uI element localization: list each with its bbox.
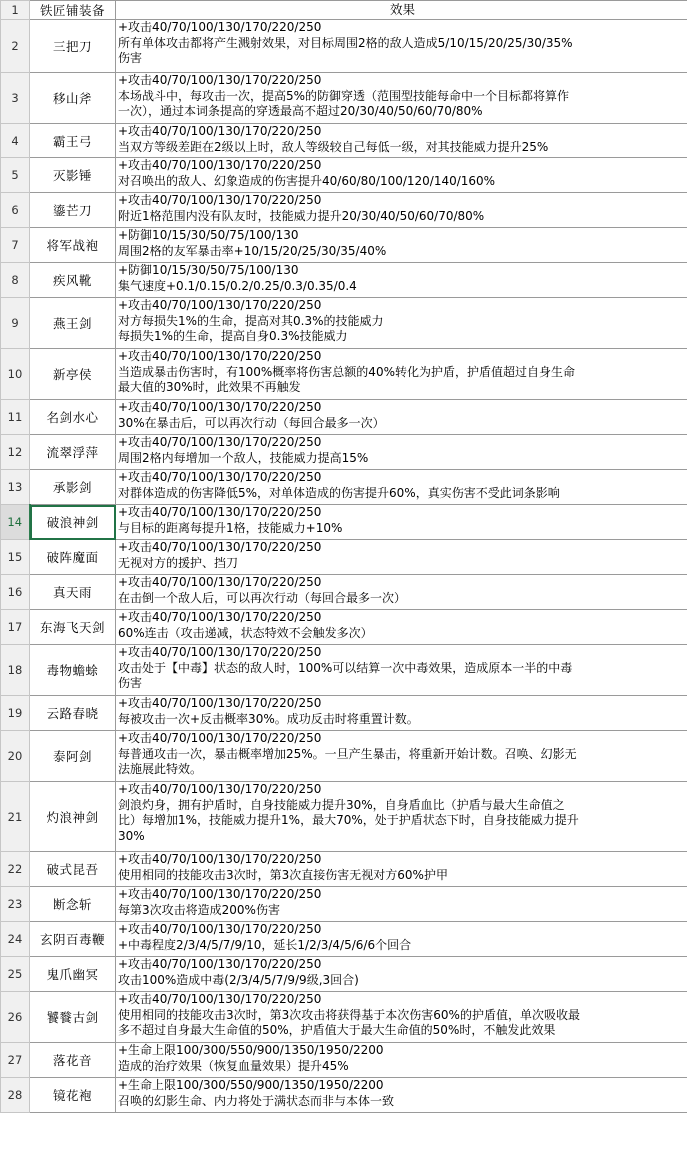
equipment-name-cell[interactable]: 真天雨	[30, 575, 116, 610]
effect-cell[interactable]: +攻击40/70/100/130/170/220/250 攻击处于【中毒】状态的敌人时，100%可以结算一次中毒效果，造成原本一半的中毒 伤害	[116, 645, 687, 696]
effect-cell[interactable]: +攻击40/70/100/130/170/220/250 本场战斗中，每攻击一次，提高5%的防御穿透（范围型技能每命中一个目标都将算作 一次），通过本词条提高的穿透最高不超过20/30/40/50/60/70/80%	[116, 73, 687, 124]
effect-cell[interactable]: +攻击40/70/100/130/170/220/250 对召唤出的敌人、幻象造成的伤害提升40/60/80/100/120/140/160%	[116, 158, 687, 193]
effect-cell[interactable]: +攻击40/70/100/130/170/220/250 使用相同的技能攻击3次时，第3次攻击将获得基于本次伤害60%的护盾值，单次吸收最 多不超过自身最大生命值的50%，护盾值大于最大生命值的50%时，不触发此效果	[116, 992, 687, 1043]
table-row	[1, 1078, 687, 1113]
effect-cell[interactable]: +攻击40/70/100/130/170/220/250 对群体造成的伤害降低5%，对单体造成的伤害提升60%，真实伤害不受此词条影响	[116, 470, 687, 505]
table-row	[1, 696, 687, 731]
equipment-name-cell[interactable]: 三把刀	[30, 20, 116, 73]
effect-cell[interactable]: +攻击40/70/100/130/170/220/250 攻击100%造成中毒(2/3/4/5/7/9/9级,3回合)	[116, 957, 687, 992]
effect-cell[interactable]: +攻击40/70/100/130/170/220/250 60%连击（攻击递减，状态特效不会触发多次）	[116, 610, 687, 645]
row-number[interactable]: 18	[1, 645, 30, 696]
table-row	[1, 349, 687, 400]
row-number[interactable]: 9	[1, 298, 30, 349]
effect-cell[interactable]: +生命上限100/300/550/900/1350/1950/2200 召唤的幻影生命、内力将处于满状态而非与本体一致	[116, 1078, 687, 1113]
table-row	[1, 158, 687, 193]
equipment-name-cell[interactable]: 燕王剑	[30, 298, 116, 349]
effect-cell[interactable]: +攻击40/70/100/130/170/220/250 使用相同的技能攻击3次时，第3次直接伤害无视对方60%护甲	[116, 852, 687, 887]
equipment-name-cell[interactable]: 饕餮古剑	[30, 992, 116, 1043]
effect-cell[interactable]: +攻击40/70/100/130/170/220/250 30%在暴击后，可以再次行动（每回合最多一次）	[116, 400, 687, 435]
table-row	[1, 470, 687, 505]
effect-cell[interactable]: +攻击40/70/100/130/170/220/250 +中毒程度2/3/4/5/7/9/10，延长1/2/3/4/5/6/6个回合	[116, 922, 687, 957]
row-number[interactable]: 6	[1, 193, 30, 228]
row-number[interactable]: 5	[1, 158, 30, 193]
table-row	[1, 263, 687, 298]
table-row	[1, 992, 687, 1043]
column-header-equipment[interactable]: 铁匠铺装备	[30, 1, 116, 20]
table-row	[1, 575, 687, 610]
table-row	[1, 20, 687, 73]
table-row	[1, 435, 687, 470]
equipment-name-cell[interactable]: 移山斧	[30, 73, 116, 124]
table-row	[1, 957, 687, 992]
row-number[interactable]: 22	[1, 852, 30, 887]
equipment-name-cell[interactable]: 灭影锤	[30, 158, 116, 193]
header-row	[1, 1, 687, 20]
equipment-name-cell[interactable]: 镜花袍	[30, 1078, 116, 1113]
table-row	[1, 782, 687, 852]
row-number[interactable]: 7	[1, 228, 30, 263]
equipment-name-cell[interactable]: 东海飞天剑	[30, 610, 116, 645]
table-row	[1, 298, 687, 349]
table-row	[1, 731, 687, 782]
row-number[interactable]: 20	[1, 731, 30, 782]
effect-cell[interactable]: +攻击40/70/100/130/170/220/250 在击倒一个敌人后，可以再次行动（每回合最多一次）	[116, 575, 687, 610]
effect-cell[interactable]: +攻击40/70/100/130/170/220/250 所有单体攻击都将产生溅射效果，对目标周围2格的敌人造成5/10/15/20/25/30/35% 伤害	[116, 20, 687, 73]
equipment-name-cell[interactable]: 玄阴百毒鞭	[30, 922, 116, 957]
effect-cell[interactable]: +攻击40/70/100/130/170/220/250 对方每损失1%的生命，提高对其0.3%的技能威力 每损失1%的生命，提高自身0.3%技能威力	[116, 298, 687, 349]
effect-cell[interactable]: +攻击40/70/100/130/170/220/250 周围2格内每增加一个敌人，技能威力提高15%	[116, 435, 687, 470]
column-header-effect[interactable]: 效果	[116, 1, 687, 20]
equipment-name-cell[interactable]: 鎏芒刀	[30, 193, 116, 228]
equipment-name-cell[interactable]: 云路春晓	[30, 696, 116, 731]
table-row	[1, 400, 687, 435]
table-row	[1, 193, 687, 228]
effect-cell[interactable]: +攻击40/70/100/130/170/220/250 当造成暴击伤害时，有100%概率将伤害总额的40%转化为护盾，护盾值超过自身生命 最大值的30%时，此效果不再触发	[116, 349, 687, 400]
table-row	[1, 73, 687, 124]
equipment-name-cell[interactable]: 灼浪神剑	[30, 782, 116, 852]
row-number[interactable]: 14	[1, 505, 30, 540]
row-number[interactable]: 8	[1, 263, 30, 298]
equipment-name-cell[interactable]: 鬼爪幽冥	[30, 957, 116, 992]
equipment-name-cell[interactable]: 新亭侯	[30, 349, 116, 400]
row-number[interactable]: 1	[1, 1, 30, 20]
equipment-name-cell[interactable]: 断念斩	[30, 887, 116, 922]
equipment-name-cell[interactable]: 毒物蟾蜍	[30, 645, 116, 696]
table-row	[1, 610, 687, 645]
row-number[interactable]: 10	[1, 349, 30, 400]
equipment-name-cell[interactable]: 疾风靴	[30, 263, 116, 298]
row-number[interactable]: 12	[1, 435, 30, 470]
row-number[interactable]: 23	[1, 887, 30, 922]
equipment-name-cell[interactable]: 流翠浮萍	[30, 435, 116, 470]
row-number[interactable]: 16	[1, 575, 30, 610]
equipment-name-cell[interactable]: 破阵魔面	[30, 540, 116, 575]
effect-cell[interactable]: +攻击40/70/100/130/170/220/250 附近1格范围内没有队友时，技能威力提升20/30/40/50/60/70/80%	[116, 193, 687, 228]
equipment-name-cell[interactable]: 将军战袍	[30, 228, 116, 263]
table-row	[1, 124, 687, 158]
row-number[interactable]: 21	[1, 782, 30, 852]
row-number[interactable]: 17	[1, 610, 30, 645]
equipment-name-cell[interactable]: 泰阿剑	[30, 731, 116, 782]
row-number[interactable]: 15	[1, 540, 30, 575]
equipment-name-cell[interactable]: 破浪神剑	[30, 505, 116, 540]
effect-cell[interactable]: +攻击40/70/100/130/170/220/250 每第3次攻击将造成200%伤害	[116, 887, 687, 922]
effect-cell[interactable]: +攻击40/70/100/130/170/220/250 剑浪灼身，拥有护盾时，自身技能威力提升30%，自身盾血比（护盾与最大生命值之 比）每增加1%，技能威力提升1%，最大70%，处于护盾状态下时，自身技能威力提升 30%	[116, 782, 687, 852]
table-row	[1, 228, 687, 263]
row-number[interactable]: 11	[1, 400, 30, 435]
effect-cell[interactable]: +攻击40/70/100/130/170/220/250 无视对方的援护、挡刀	[116, 540, 687, 575]
table-row	[1, 922, 687, 957]
effect-cell[interactable]: +防御10/15/30/50/75/100/130 周围2格的友军暴击率+10/15/20/25/30/35/40%	[116, 228, 687, 263]
row-number[interactable]: 28	[1, 1078, 30, 1113]
effect-cell[interactable]: +防御10/15/30/50/75/100/130 集气速度+0.1/0.15/0.2/0.25/0.3/0.35/0.4	[116, 263, 687, 298]
equipment-name-cell[interactable]: 承影剑	[30, 470, 116, 505]
equipment-name-cell[interactable]: 名剑水心	[30, 400, 116, 435]
row-number[interactable]: 3	[1, 73, 30, 124]
row-number[interactable]: 4	[1, 124, 30, 158]
equipment-name-cell[interactable]: 落花音	[30, 1043, 116, 1078]
effect-cell[interactable]: +攻击40/70/100/130/170/220/250 当双方等级差距在2级以上时，敌人等级较自己每低一级，对其技能威力提升25%	[116, 124, 687, 158]
effect-cell[interactable]: +攻击40/70/100/130/170/220/250 与目标的距离每提升1格，技能威力+10%	[116, 505, 687, 540]
row-number[interactable]: 2	[1, 20, 30, 73]
row-number[interactable]: 19	[1, 696, 30, 731]
row-number[interactable]: 27	[1, 1043, 30, 1078]
effect-cell[interactable]: +攻击40/70/100/130/170/220/250 每普通攻击一次，暴击概率增加25%。一旦产生暴击，将重新开始计数。召唤、幻影无 法施展此特效。	[116, 731, 687, 782]
table-row	[1, 852, 687, 887]
effect-cell[interactable]: +攻击40/70/100/130/170/220/250 每被攻击一次+反击概率30%。成功反击时将重置计数。	[116, 696, 687, 731]
table-row	[1, 1043, 687, 1078]
table-row	[1, 887, 687, 922]
equipment-name-cell[interactable]: 破式昆吾	[30, 852, 116, 887]
equipment-name-cell[interactable]: 霸王弓	[30, 124, 116, 158]
row-number[interactable]: 13	[1, 470, 30, 505]
effect-cell[interactable]: +生命上限100/300/550/900/1350/1950/2200 造成的治疗效果（恢复血量效果）提升45%	[116, 1043, 687, 1078]
table-row	[1, 505, 687, 540]
table-row	[1, 540, 687, 575]
row-number[interactable]: 26	[1, 992, 30, 1043]
table-row	[1, 645, 687, 696]
row-number[interactable]: 24	[1, 922, 30, 957]
row-number[interactable]: 25	[1, 957, 30, 992]
